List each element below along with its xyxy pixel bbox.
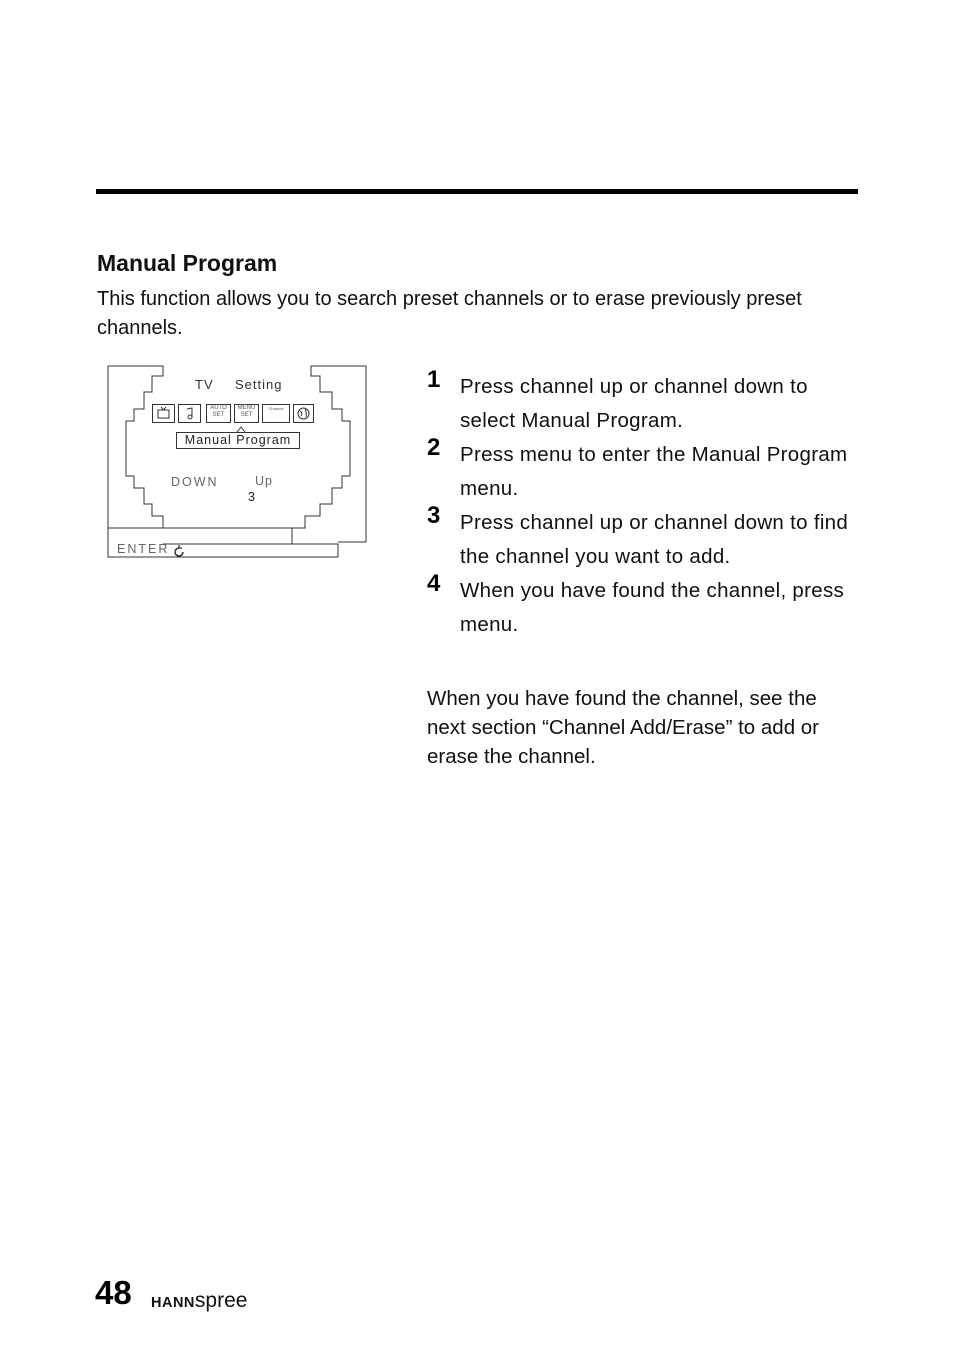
- osd-selected-item: Manual Program: [176, 432, 300, 449]
- osd-enter-label: ENTER: [117, 542, 170, 556]
- step-item: [427, 502, 867, 574]
- osd-title-setting: Setting: [235, 377, 283, 392]
- header-rule: [96, 189, 858, 194]
- step-number: 2: [427, 434, 441, 461]
- note-paragraph: When you have found the channel, see the next section “Channel Add/Erase” to add or erase the channel.: [427, 687, 820, 768]
- channel-icon: Channel: [262, 404, 290, 423]
- brand-logo-light: spree: [194, 1289, 248, 1312]
- brand-logo: [151, 1289, 247, 1313]
- osd-up-label: Up: [255, 474, 273, 488]
- step-number: 3: [427, 502, 441, 529]
- step-text: Press menu to enter the Manual Program menu.: [460, 443, 848, 500]
- brand-logo-bold: HANN: [151, 1295, 195, 1311]
- menu-set-icon: MENU SET: [234, 404, 259, 423]
- osd-frame-graphic: [106, 364, 368, 560]
- step-item: [427, 366, 867, 438]
- section-intro: This function allows you to search preset channels or to erase previously preset channels.: [97, 288, 802, 339]
- section-title: Manual Program: [97, 250, 278, 276]
- osd-down-label: DOWN: [171, 475, 219, 489]
- osd-channel-number: 3: [248, 490, 255, 504]
- step-number: 1: [427, 366, 441, 393]
- globe-icon: [293, 404, 314, 423]
- step-number: 4: [427, 570, 441, 597]
- step-text: When you have found the channel, press menu.: [460, 579, 845, 636]
- step-item: [427, 570, 867, 642]
- step-text: Press channel up or channel down to select Manual Program.: [460, 375, 808, 432]
- step-item: [427, 434, 867, 506]
- auto-set-icon: AUTO SET: [206, 404, 231, 423]
- tv-icon: [152, 404, 175, 423]
- osd-title-tv: TV: [195, 377, 214, 392]
- step-text: Press channel up or channel down to find the channel you want to add.: [460, 511, 849, 568]
- music-note-icon: [178, 404, 201, 423]
- page-number: 48: [95, 1274, 132, 1311]
- osd-screen-illustration: [106, 364, 368, 560]
- steps-list: [427, 366, 867, 642]
